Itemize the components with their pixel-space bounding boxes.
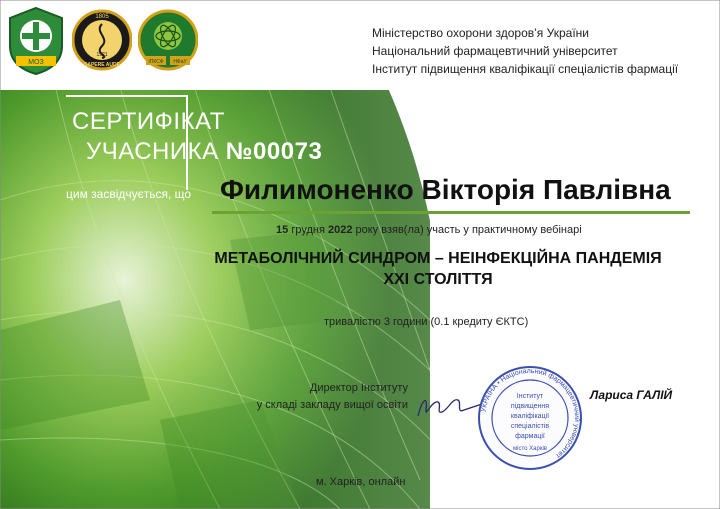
stamp-inner-line2: підвищення [510,403,550,410]
certificate-subtitle-text: УЧАСНИКА [86,138,219,165]
university-line: Національний фармацевтичний університет [372,44,618,58]
moz-logo-icon [6,6,66,76]
event-date-suffix: року взяв(ла) участь у практичному вебінарі [355,224,582,236]
moz-logo-text: МОЗ [28,59,44,66]
event-date-line [276,224,582,236]
certify-text: цим засвідчується, що [66,187,192,201]
certificate-number: №00073 [225,138,323,165]
certificate-subtitle [86,138,322,166]
ministry-line: Міністерство охорони здоров’я України [372,26,589,40]
name-underline [212,211,690,214]
ministry-header [372,24,678,78]
stamp-inner-line3: кваліфікації [510,413,550,420]
event-year: 2022 [327,224,353,236]
ipksf-left-text: ІПКСФ [148,59,164,65]
stamp-inner-line1: Інститут [516,393,544,400]
nfau-year2-text: 1921 [96,52,108,58]
university-stamp-icon [476,364,584,472]
event-day: 15 [276,224,289,236]
certificate-title: СЕРТИФІКАТ [72,108,225,135]
director-role-line2: у складі закладу вищої освіти [256,399,408,411]
event-month: грудня [291,224,325,236]
stamp-outer-text: УКРАЇНА • Національний фармацевтичний університет [480,367,581,460]
event-duration: тривалістю 3 години (0.1 кредиту ЄКТС) [324,316,529,328]
director-role [228,380,408,414]
nfau-motto-text: SAPERE AUDE [84,62,120,68]
event-title-line2: XXI СТОЛІТТЯ [383,271,493,288]
nfau-year-text: 1805 [95,14,109,20]
nfau-logo-icon [72,6,132,76]
event-title-line1: МЕТАБОЛІЧНИЙ СИНДРОМ – НЕІНФЕКЦІЙНА ПАНДЕМІЯ [214,250,662,267]
institute-line: Інститут підвищення кваліфікації спеціалістів фармації [372,62,679,76]
director-role-line1: Директор Інституту [309,382,408,394]
director-name: Лариса ГАЛІЙ [590,388,673,402]
event-place: м. Харків, онлайн [316,476,406,488]
stamp-city: місто Харків [513,446,547,452]
stamp-inner-line4: спеціалістів [510,423,550,430]
ipksf-right-text: НФаУ [173,59,187,65]
ipksf-logo-icon [138,6,198,76]
participant-name: Филимоненко Вікторія Павлівна [220,174,671,205]
frame-top-line [66,95,188,97]
event-title [186,248,690,290]
stamp-inner-line5: фармації [515,433,545,440]
logos-row [6,6,198,76]
